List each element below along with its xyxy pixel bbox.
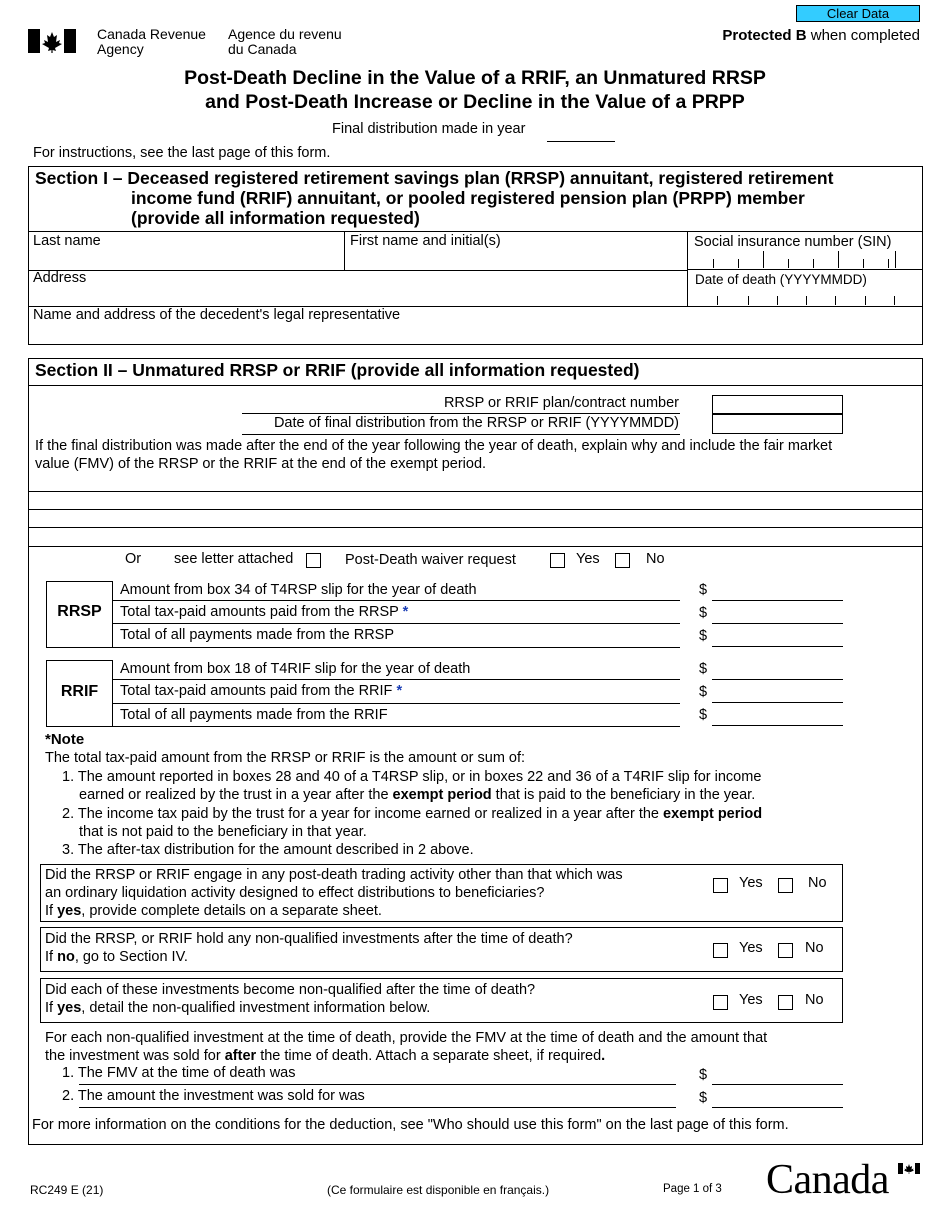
clear-data-button[interactable]: Clear Data [796,5,920,22]
see-letter-label: see letter attached [174,551,294,567]
dollar-sign: $ [699,661,708,677]
address-field[interactable]: Address [33,270,87,286]
rrif-amount-3-input[interactable] [712,725,843,726]
agency-name-fr: Agence du revenu du Canada [228,26,342,57]
dollar-sign: $ [699,628,708,644]
first-name-field[interactable]: First name and initial(s) [350,233,501,249]
waiver-no-checkbox[interactable] [615,553,630,568]
note-item-1: 1. The amount reported in boxes 28 and 40 of a T4RSP slip, or in boxes 22 and 36 of a T4RIF slip for income earned or realized by the trust in a year after the exempt period that is paid to the beneficiary in the year. [62,769,762,803]
rrsp-amount-2-input[interactable] [712,623,843,624]
form-title: Post-Death Decline in the Value of a RRIF, an Unmatured RRSP and Post-Death Increase or Decline in the Value of a PRPP [184,67,766,113]
note-title: *Note [45,731,85,748]
question-1-no-checkbox[interactable] [778,878,793,893]
note-item-2: 2. The income tax paid by the trust for a year for income earned or realized in a year after the exempt period that is not paid to the beneficiary in that year. [62,806,763,840]
question-2-no-checkbox[interactable] [778,943,793,958]
question-2-yes-label: Yes [739,940,763,956]
explanation-line[interactable] [28,527,923,528]
fmv-at-death-input[interactable] [712,1084,843,1085]
non-qualified-instructions: For each non-qualified investment at the time of death, provide the FMV at the time of death and the amount that the investment was sold for after the time of death. Attach a separate sheet, if required. [45,1030,768,1064]
final-date-input[interactable] [712,414,843,434]
question-2-text: Did the RRSP, or RRIF hold any non-qualified investments after the time of death? If no, go to Section IV. [45,931,573,965]
rrsp-label: RRSP [57,603,102,620]
rrif-row-2: Total tax-paid amounts paid from the RRIF * [120,683,403,699]
dollar-sign: $ [699,1090,708,1106]
french-availability: (Ce formulaire est disponible en français.) [327,1183,550,1197]
final-date-label: Date of final distribution from the RRSP or RRIF (YYYYMMDD) [273,415,679,431]
sin-label: Social insurance number (SIN) [694,234,892,250]
fmv-at-death-label: 1. The FMV at the time of death was [62,1065,296,1081]
rrif-label: RRIF [60,683,99,700]
plan-number-label: RRSP or RRIF plan/contract number [443,395,679,411]
rrif-amount-1-input[interactable] [712,679,843,680]
question-2-yes-checkbox[interactable] [713,943,728,958]
sin-input[interactable] [690,251,920,269]
rrsp-row-3: Total of all payments made from the RRSP [120,627,395,643]
waiver-yes-checkbox[interactable] [550,553,565,568]
section-2-title: Section II – Unmatured RRSP or RRIF (provide all information requested) [35,360,640,380]
note-item-3: 3. The after-tax distribution for the amount described in 2 above. [62,842,474,858]
waiver-label: Post-Death waiver request [345,552,516,568]
rrif-row-1: Amount from box 18 of T4RIF slip for the year of death [120,661,471,677]
question-3-text: Did each of these investments become non-qualified after the time of death? If yes, detail the non-qualified investment information below. [45,982,536,1016]
question-2-no-label: No [805,940,824,956]
question-1-yes-checkbox[interactable] [713,878,728,893]
plan-number-input[interactable] [712,395,843,414]
final-distribution-label: Final distribution made in year [332,121,526,137]
protected-b-label: Protected B when completed [722,27,920,44]
dollar-sign: $ [699,582,708,598]
canada-flag-logo [28,29,76,53]
instructions-note: For instructions, see the last page of this form. [33,145,331,161]
rrif-amount-2-input[interactable] [712,702,843,703]
more-info-note: For more information on the conditions for the deduction, see "Who should use this form" on the last page of this form. [32,1117,789,1133]
form-id: RC249 E (21) [30,1183,104,1197]
agency-name-en: Canada Revenue Agency [97,26,206,57]
date-of-death-label: Date of death (YYYYMMDD) [695,272,867,287]
note-intro: The total tax-paid amount from the RRSP or RRIF is the amount or sum of: [45,750,526,766]
rrsp-row-1: Amount from box 34 of T4RSP slip for the year of death [120,582,477,598]
final-distribution-year-input[interactable] [547,141,615,142]
question-1-text: Did the RRSP or RRIF engage in any post-death trading activity other than that which was an ordinary liquidation activity designed to effect distributions to beneficiaries? If yes, provide complete details on a separate sheet. [45,867,623,919]
dollar-sign: $ [699,707,708,723]
question-3-no-checkbox[interactable] [778,995,793,1010]
dollar-sign: $ [699,605,708,621]
question-3-yes-checkbox[interactable] [713,995,728,1010]
canada-wordmark: Canada [766,1157,889,1203]
rrif-row-3: Total of all payments made from the RRIF [120,707,388,723]
rrsp-row-2: Total tax-paid amounts paid from the RRSP * [120,604,409,620]
amount-sold-input[interactable] [712,1107,843,1108]
rrsp-amount-1-input[interactable] [712,600,843,601]
question-1-yes-label: Yes [739,875,763,891]
waiver-yes-label: Yes [576,551,600,567]
wordmark-flag-icon [898,1162,920,1173]
dollar-sign: $ [699,684,708,700]
question-1-no-label: No [808,875,827,891]
page-number: Page 1 of 3 [663,1183,722,1195]
rrsp-amount-3-input[interactable] [712,646,843,647]
date-of-death-input[interactable] [690,292,920,305]
see-letter-checkbox[interactable] [306,553,321,568]
waiver-no-label: No [646,551,665,567]
question-3-yes-label: Yes [739,992,763,1008]
dollar-sign: $ [699,1067,708,1083]
section-1-title: Section I – Deceased registered retirement savings plan (RRSP) annuitant, registered retirement income fund (RRIF) annuitant, or pooled registered pension plan (PRPP) member (provide all information requested) [35,168,834,228]
question-3-no-label: No [805,992,824,1008]
legal-representative-field[interactable]: Name and address of the decedent's legal representative [33,307,401,323]
amount-sold-label: 2. The amount the investment was sold for was [62,1088,365,1104]
explanation-instructions: If the final distribution was made after the end of the year following the year of death, explain why and include the fair market value (FMV) of the RRSP or the RRIF at the end of the exempt period. [35,438,833,472]
last-name-field[interactable]: Last name [33,233,101,249]
or-label: Or [125,551,142,567]
